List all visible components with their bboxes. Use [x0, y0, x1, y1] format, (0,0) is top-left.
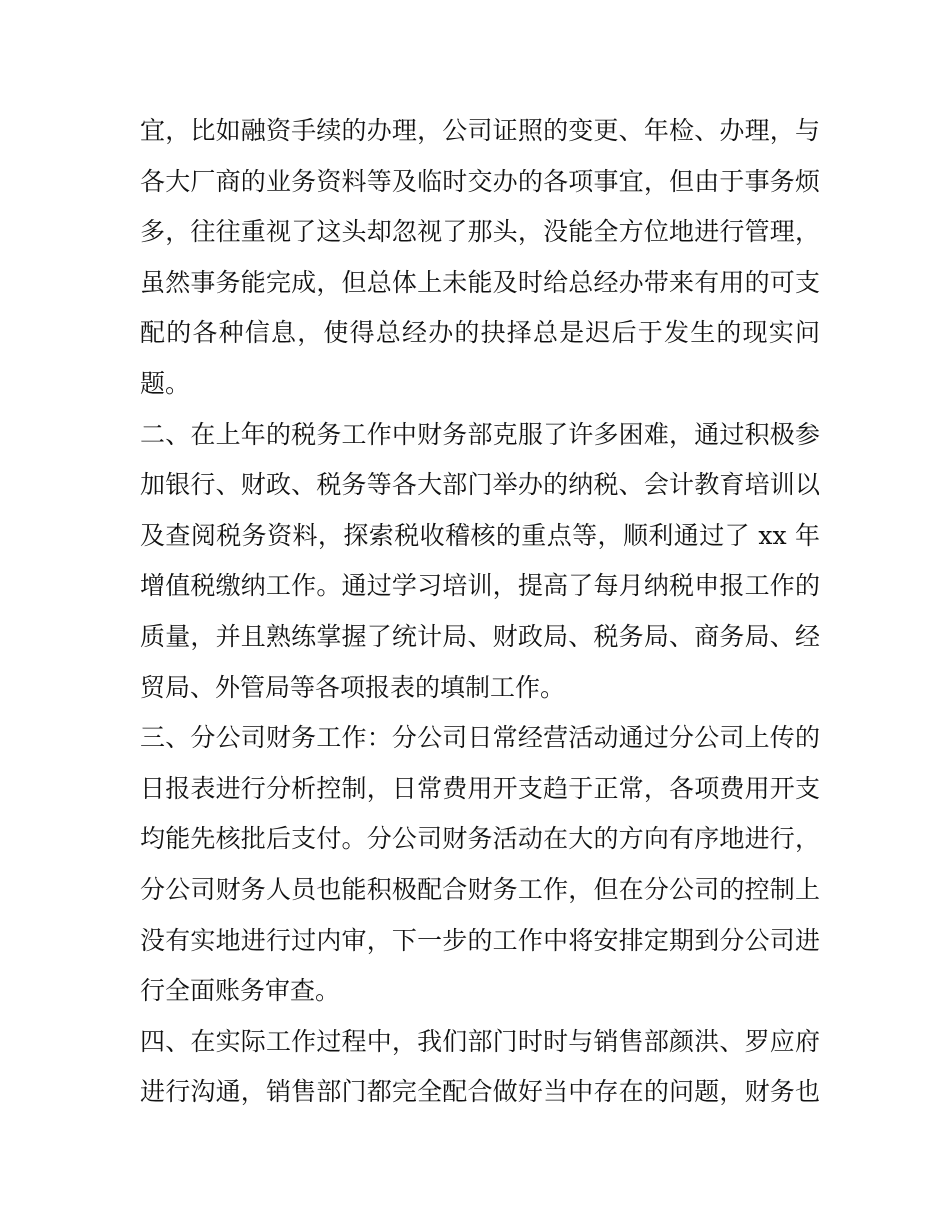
- text-line: 及查阅税务资料，探索税收稽核的重点等，顺利通过了 xx 年: [140, 520, 820, 550]
- text-line: 贸局、外管局等各项报表的填制工作。: [140, 672, 566, 702]
- text-line: 没有实地进行过内审，下一步的工作中将安排定期到分公司进: [140, 925, 820, 955]
- text-line: 四、在实际工作过程中，我们部门时时与销售部颜洪、罗应府: [140, 1026, 820, 1056]
- text-line: 二、在上年的税务工作中财务部克服了许多困难，通过积极参: [140, 419, 820, 449]
- text-line: 配的各种信息，使得总经办的抉择总是迟后于发生的现实问: [140, 318, 820, 348]
- text-line: 多，往往重视了这头却忽视了那头，没能全方位地进行管理，: [140, 217, 820, 247]
- text-line: 质量，并且熟练掌握了统计局、财政局、税务局、商务局、经: [140, 621, 820, 651]
- text-line: 进行沟通，销售部门都完全配合做好当中存在的问题，财务也: [140, 1077, 820, 1107]
- text-line: 增值税缴纳工作。通过学习培训，提高了每月纳税申报工作的: [140, 571, 820, 601]
- text-line: 题。: [140, 368, 191, 398]
- text-line: 宜，比如融资手续的办理，公司证照的变更、年检、办理，与: [140, 116, 820, 145]
- text-line: 行全面账务审查。: [140, 976, 341, 1006]
- text-line: 各大厂商的业务资料等及临时交办的各项事宜，但由于事务烦: [140, 166, 820, 196]
- text-line: 均能先核批后支付。分公司财务活动在大的方向有序地进行，: [140, 824, 820, 854]
- text-line: 分公司财务人员也能积极配合财务工作，但在分公司的控制上: [140, 874, 820, 904]
- text-line: 虽然事务能完成，但总体上未能及时给总经办带来有用的可支: [140, 267, 820, 297]
- text-line: 三、分公司财务工作：分公司日常经营活动通过分公司上传的: [140, 723, 820, 753]
- text-line: 加银行、财政、税务等各大部门举办的纳税、会计教育培训以: [140, 470, 820, 500]
- text-line: 日报表进行分析控制，日常费用开支趋于正常，各项费用开支: [140, 773, 820, 803]
- body-text: [140, 106, 820, 1118]
